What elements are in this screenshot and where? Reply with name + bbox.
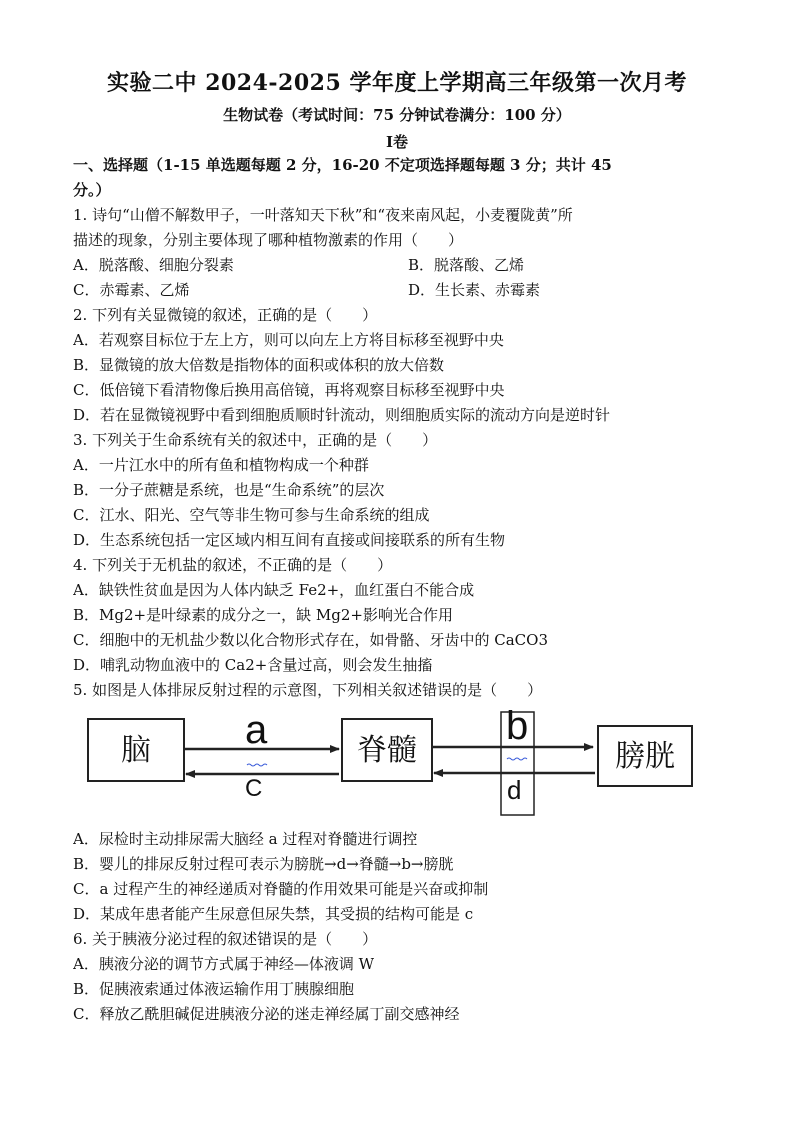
q5-option-d: D．某成年患者能产生尿意但尿失禁，其受损的结构可能是 c — [73, 905, 474, 923]
q6-option-a: A．胰液分泌的调节方式属于神经—体液调 W — [73, 955, 375, 973]
q5-option-b: B．婴儿的排尿反射过程可表示为膀胱→d→脊髓→b→膀胱 — [73, 855, 454, 873]
q1-stem-line-1: 1. 诗句“山僧不解数甲子，一叶落知天下秋”和“夜来南风起，小麦覆陇黄”所 — [73, 206, 573, 224]
q4-option-a: A．缺铁性贫血是因为人体内缺乏 Fe2+，血红蛋白不能合成 — [73, 581, 475, 599]
q6-option-b: B．促胰液索通过体液运输作用丁胰腺细胞 — [73, 980, 355, 998]
q1-options-row-2 — [73, 278, 725, 303]
q4-option-d: D．哺乳动物血液中的 Ca2+含量过高，则会发生抽搐 — [73, 656, 433, 674]
brain-box — [87, 718, 185, 782]
q1-option-d: D．生长素、赤霉素 — [408, 281, 541, 299]
exam-title: 实验二中 2024-2025 学年度上学期高三年级第一次月考 — [107, 70, 687, 96]
a-underline — [247, 764, 267, 766]
reflex-diagram — [73, 703, 725, 825]
q2-option-b: B．显微镜的放大倍数是指物体的面积或体积的放大倍数 — [73, 356, 445, 374]
volume-label: Ⅰ卷 — [385, 133, 409, 151]
q3-option-a: A．一片江水中的所有鱼和植物构成一个种群 — [73, 456, 369, 474]
section-heading — [73, 153, 723, 203]
q5-stem: 5. 如图是人体排尿反射过程的示意图，下列相关叙述错误的是（ ） — [73, 681, 543, 699]
q2-option-c: C．低倍镜下看清物像后换用高倍镜，再将观察目标移至视野中央 — [73, 381, 505, 399]
q6-option-c: C．释放乙酰胆碱促进胰液分泌的迷走禅经属丁副交感神经 — [73, 1005, 460, 1023]
questions-block — [73, 203, 725, 825]
q3-option-d: D．生态系统包括一定区域内相互间有直接或间接联系的所有生物 — [73, 531, 506, 549]
pathway-c-label: C — [245, 775, 263, 802]
pathway-b-label: b — [506, 704, 529, 748]
q3-option-c: C．江水、阳光、空气等非生物可参与生命系统的组成 — [73, 506, 430, 524]
exam-subtitle: 生物试卷（考试时间：75 分钟试卷满分：100 分） — [223, 106, 571, 124]
spinal-cord-label: 脊髓 — [357, 732, 417, 768]
q1-option-c: C．赤霉素、乙烯 — [73, 281, 190, 299]
questions-block-continued — [73, 827, 725, 1027]
q4-option-c: C．细胞中的无机盐少数以化合物形式存在，如骨骼、牙齿中的 CaCO3 — [73, 631, 548, 649]
q6-stem: 6. 关于胰液分泌过程的叙述错误的是（ ） — [73, 930, 378, 948]
section-heading-line-2: 分。） — [73, 181, 111, 199]
q2-option-d: D．若在显微镜视野中看到细胞质顺时针流动，则细胞质实际的流动方向是逆时针 — [73, 406, 611, 424]
pathway-d-label: d — [507, 775, 522, 805]
q2-option-a: A．若观察目标位于左上方，则可以向左上方将目标移至视野中央 — [73, 331, 504, 349]
q1-option-b: B．脱落酸、乙烯 — [408, 256, 525, 274]
bladder-box — [597, 725, 693, 787]
section-heading-line-1: 一、选择题（1-15 单选题每题 2 分，16-20 不定项选择题每题 3 分；共计 45 — [73, 156, 612, 174]
q3-option-b: B．一分子蔗糖是系统，也是“生命系统”的层次 — [73, 481, 385, 499]
q3-stem: 3. 下列关于生命系统有关的叙述中，正确的是（ ） — [73, 431, 438, 449]
bladder-label: 膀胱 — [615, 738, 675, 774]
pathway-a-label: a — [245, 708, 268, 752]
q5-option-a: A．尿检时主动排尿需大脑经 a 过程对脊髓进行调控 — [73, 830, 418, 848]
brain-label: 脑 — [121, 732, 151, 768]
b-underline — [507, 758, 527, 760]
q1-option-a: A．脱落酸、细胞分裂素 — [73, 256, 234, 274]
q4-stem: 4. 下列关于无机盐的叙述，不正确的是（ ） — [73, 556, 393, 574]
q1-stem-line-2: 描述的现象，分别主要体现了哪种植物激素的作用（ ） — [73, 231, 464, 249]
spinal-cord-box — [341, 718, 433, 782]
q2-stem: 2. 下列有关显微镜的叙述，正确的是（ ） — [73, 306, 378, 324]
q5-option-c: C．a 过程产生的神经递质对脊髓的作用效果可能是兴奋或抑制 — [73, 880, 489, 898]
q4-option-b: B．Mg2+是叶绿素的成分之一，缺 Mg2+影响光合作用 — [73, 606, 453, 624]
q1-options-row-1 — [73, 253, 725, 278]
